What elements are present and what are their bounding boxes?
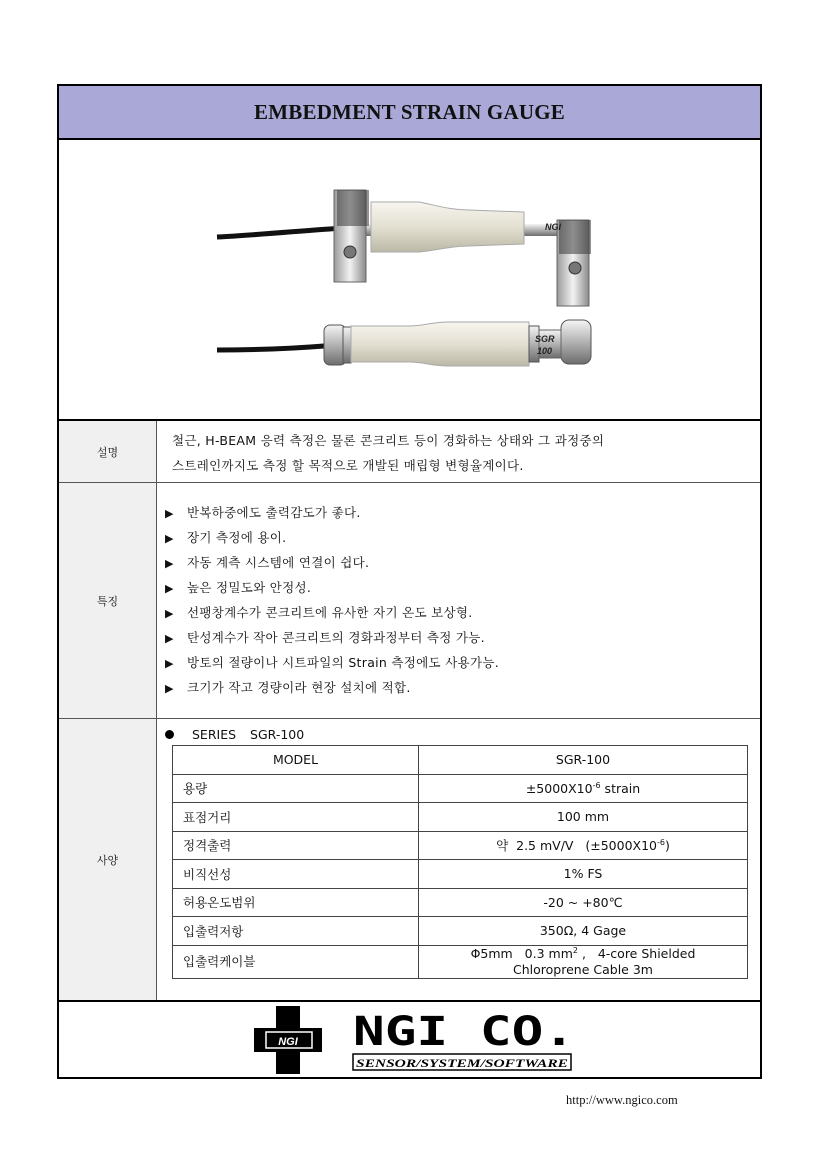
top-gauge [217,190,591,306]
feature-item: ▶ 크기가 작고 경량이라 현장 설치에 적합. [165,680,411,695]
bullet-icon: ▶ [165,682,174,695]
description-line: 철근, H-BEAM 응력 측정은 물론 콘크리트 등이 경화하는 상태와 그 과정중의 [172,433,605,448]
spec-key: 정격출력 [173,831,419,860]
bottom-gauge [217,320,591,366]
description-line: 스트레인까지도 측정 할 목적으로 개발된 매립형 변형율계이다. [172,458,524,473]
bullet-icon: ▶ [165,557,174,570]
table-row [173,917,748,946]
feature-item: ▶ 장기 측정에 용이. [165,530,287,545]
feature-item: ▶ 방토의 절량이나 시트파일의 Strain 측정에도 사용가능. [165,655,499,670]
bullet-icon: ▶ [165,657,174,670]
features-label: 특징 [59,483,157,718]
website-url[interactable]: http://www.ngico.com [566,1093,678,1107]
cross-emblem-icon [254,1006,322,1074]
top-gauge-label: NGI [545,222,562,232]
product-photo [59,140,760,421]
bullet-icon: ▶ [165,582,174,595]
bottom-gauge-label-1: SGR [535,334,555,344]
spec-value: Φ5mm 0.3 $mm^2$ , 4-core Shielded Chloroprene Cable 3m [419,945,748,978]
series-value: SGR-100 [250,727,305,742]
ngi-logo [59,1002,760,1079]
feature-item: ▶ 자동 계측 시스템에 연결이 쉽다. [165,555,370,570]
bullet-icon: ▶ [165,507,174,520]
datasheet [57,84,762,1079]
table-row [173,888,748,917]
specs-content [157,719,760,1000]
title-bar [59,86,760,140]
feature-item: ▶ 선팽창계수가 콘크리트에 유사한 자기 온도 보상형. [165,605,473,620]
spec-key: 입출력케이블 [173,945,419,978]
bottom-gauge-label-2: 100 [537,346,553,356]
feature-item: ▶ 높은 정밀도와 안정성. [165,580,312,595]
spec-value: 350Ω, 4 Gage [419,917,748,946]
spec-table [172,745,748,979]
series-label: SERIES [192,727,237,742]
description-label: 설명 [59,421,157,482]
table-row [173,803,748,832]
table-header-row [173,746,748,775]
bullet-dot-icon [165,730,174,739]
description-content [157,421,760,482]
spec-key: 입출력저항 [173,917,419,946]
spec-key: 비직선성 [173,860,419,889]
spec-value: 약 2.5 mV/V $(\pm 5000X10^{-6})$ [419,831,748,860]
header-cell: SGR-100 [419,746,748,775]
header-cell: MODEL [173,746,419,775]
strain-gauge-illustration [59,140,760,421]
table-row [173,774,748,803]
features-row [59,483,760,719]
spec-value: 1% FS [419,860,748,889]
spec-key: 표점거리 [173,803,419,832]
features-list [157,483,760,718]
specs-label: 사양 [59,719,157,1000]
bullet-icon: ▶ [165,607,174,620]
feature-item: ▶ 반복하중에도 출력감도가 좋다. [165,505,361,520]
bullet-icon: ▶ [165,532,174,545]
description-row [59,421,760,483]
series-line [165,727,304,742]
table-row [173,860,748,889]
spec-key: 허용온도범위 [173,888,419,917]
page-title: EMBEDMENT STRAIN GAUGE [254,99,565,124]
spec-key: 용량 [173,774,419,803]
specs-row [59,719,760,1002]
spec-value: 100 mm [419,803,748,832]
emblem-text: NGI [278,1036,298,1048]
spec-value: $\pm 5000X10^{-6}$ strain [419,774,748,803]
table-row [173,945,748,978]
feature-item: ▶ 탄성계수가 작아 콘크리트의 경화과정부터 측정 가능. [165,630,485,645]
company-logo [59,1002,760,1079]
company-name: NGI CO. [353,1009,575,1055]
company-tagline: SENSOR/SYSTEM/SOFTWARE [356,1058,569,1070]
spec-value: -20 ~ +80℃ [419,888,748,917]
bullet-icon: ▶ [165,632,174,645]
table-row [173,831,748,860]
